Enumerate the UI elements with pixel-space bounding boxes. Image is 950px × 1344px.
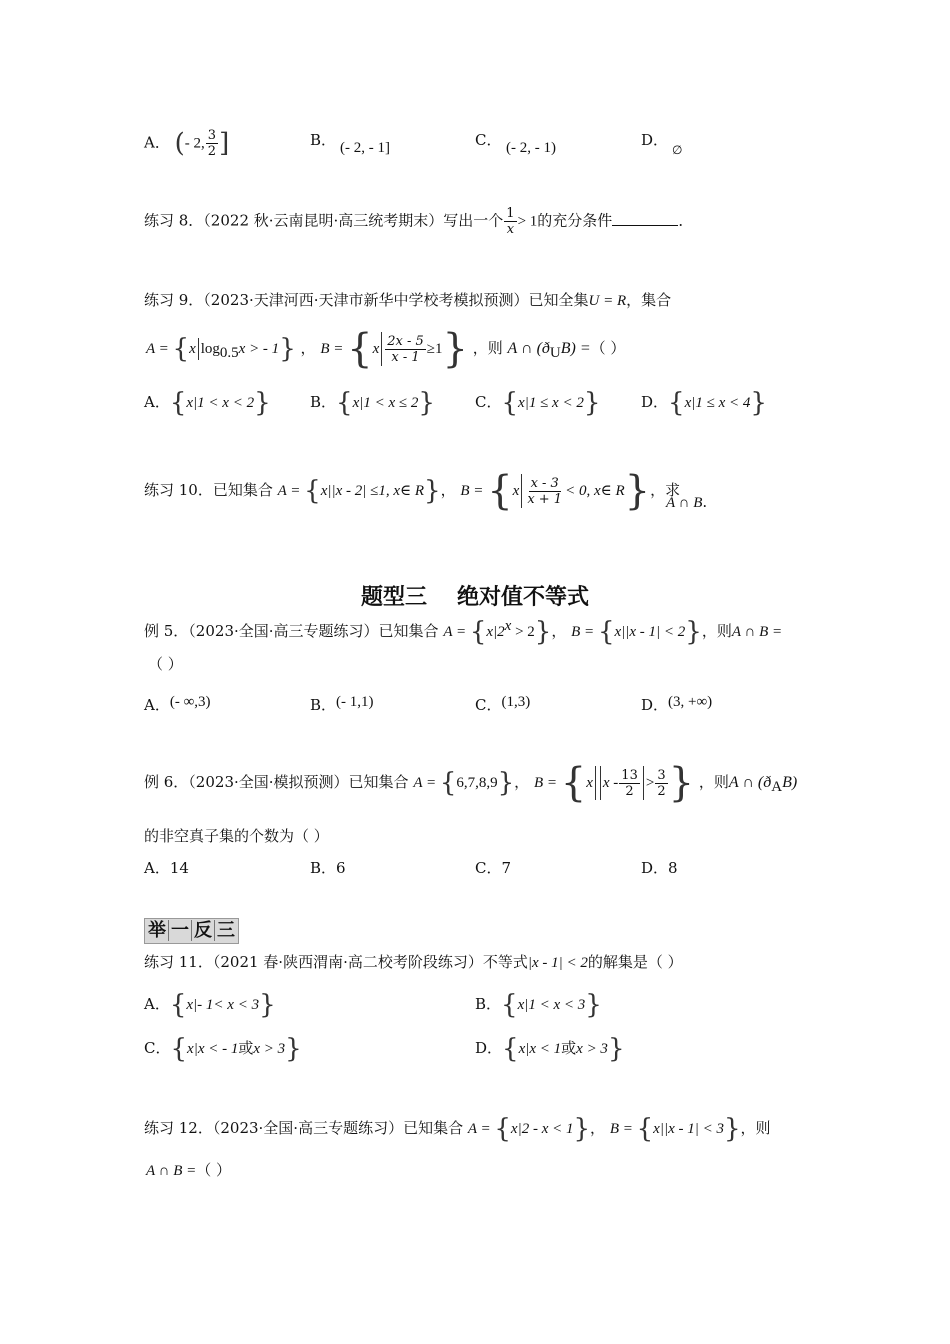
example-6-option-a: A．14 [144,859,189,877]
q7-option-c: C． [475,131,502,149]
practice-9-sets: A = {x $\log_{0.5}x$ > - 1} ， B = {x $\frac{2x - 5}{x - 1}$ ≥1} ，则 A ∩ $(ð_UB)$ =（ ） [146,326,626,372]
example-5-option-d: D．(3, +∞) [641,694,713,714]
q7-option-b-value: (- 2, - 1] [340,140,390,156]
practice-9-option-b: B．{x|1 < x ≤ 2} [310,388,435,418]
practice-11: 练习 11．（2021 春·陕西渭南·高二校考阶段练习）不等式|x - 1| < 2的解集是（ ） [144,953,683,971]
practice-9-option-c: C．{x|1 ≤ x < 2} [475,388,601,418]
example-6: 例 6．（2023·全国·模拟预测）已知集合 A = {6,7,8,9}， B = {x x - $\frac{13}{2}$ > $\frac{3}{2}$ } ，则A ∩ $(ð_AB)$ [144,760,798,806]
practice-10: 练习 10．已知集合 A = {x||x - 2| ≤1, x∈ R}， B = {x $\frac{x - 3}{x + 1}$ < 0, x∈ R}，求 [144,468,681,514]
practice-11-option-a: A．{x|- 1< x < 3} [144,990,276,1020]
q7-option-d: D． [641,131,669,149]
practice-11-option-b: B．{x|1 < x < 3} [475,990,602,1020]
practice-10-target: A ∩ B. [666,493,708,511]
example-5-option-b: B．(- 1,1) [310,694,374,714]
example-5: 例 5．（2023·全国·高三专题练习）已知集合 $A = \{x|2^x > 2\}$， B = {x||x - 1| < 2}，则A ∩ B = [144,617,783,647]
example-6-option-c: C．7 [475,859,512,877]
practice-12-line2: A ∩ B =（ ） [146,1161,232,1179]
example-6-line2: 的非空真子集的个数为（ ） [144,827,329,845]
example-6-option-d: D．8 [641,859,678,877]
practice-9-option-a: A．{x|1 < x < 2} [144,388,271,418]
example-5-paren: （ ） [148,655,183,673]
practice-12: 练习 12．（2023·全国·高三专题练习）已知集合 A = {x|2 - x < 1}， B = {x||x - 1| < 3}，则 [144,1114,771,1144]
section-heading: 题型三 绝对值不等式 [360,585,590,610]
practice-9: 练习 9．（2023·天津河西·天津市新华中学校考模拟预测）已知全集U = R，集合 [144,291,672,309]
practice-11-option-d: D．{x|x < 1或x > 3} [475,1034,625,1064]
example-6-option-b: B．6 [310,859,346,877]
practice-9-option-d: D．{x|1 ≤ x < 4} [641,388,767,418]
q7-option-c-value: (- 2, - 1) [506,140,556,156]
example-5-option-c: C．(1,3) [475,694,531,714]
practice-8: 练习 8．（2022 秋·云南昆明·高三统考期末）写出一个 $\frac{1}{x}$ > 1的充分条件 ． [144,206,694,237]
q7-option-b: B． [310,131,337,149]
example-5-option-a: A．(- ∞,3) [144,694,211,714]
answer-blank [612,211,678,226]
empty-set-symbol: ∅ [672,143,683,157]
q7-option-a: A． (- 2, $\frac{3}{2}$ ] [144,128,230,159]
practice-tag: 举 一 反 三 [144,918,239,944]
practice-11-option-c: C．{x|x < - 1或x > 3} [144,1034,302,1064]
